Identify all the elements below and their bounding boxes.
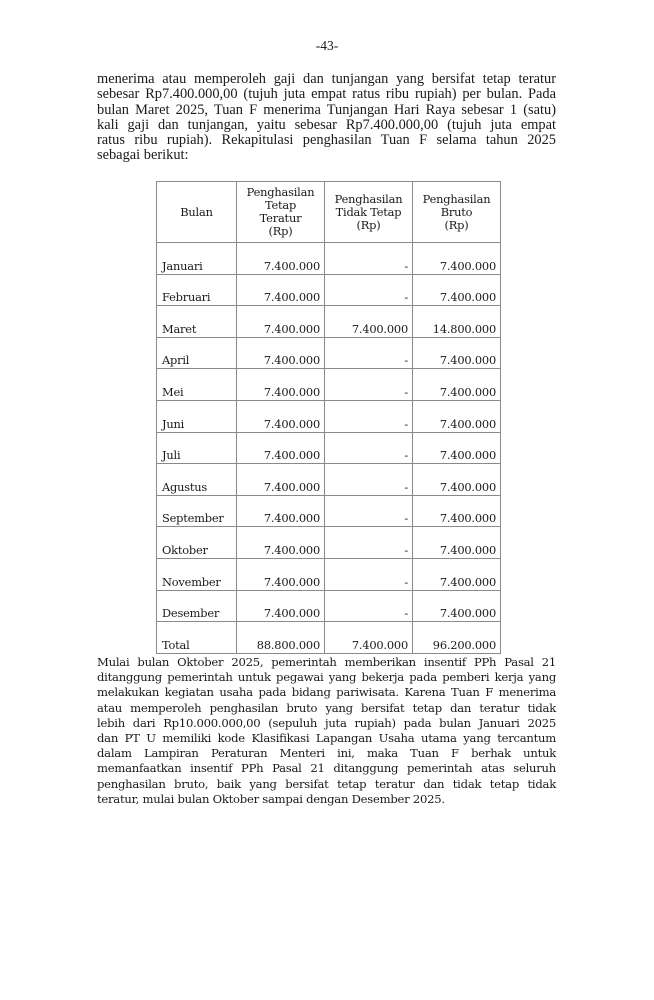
paragraph-line: ratus ribu rupiah). Rekapitulasi penghasilan Tuan F selama tahun 2025 xyxy=(97,132,556,149)
paragraph-line: dan PT U memiliki kode Klasifikasi Lapangan Usaha utama yang tercantum xyxy=(97,731,556,746)
cell-fixed-income: 7.400.000 xyxy=(237,590,325,622)
intro-paragraph xyxy=(97,72,556,164)
cell-variable-income: - xyxy=(325,558,413,590)
cell-variable-income: - xyxy=(325,432,413,464)
paragraph-line: melakukan kegiatan usaha pada bidang pariwisata. Karena Tuan F menerima xyxy=(97,685,556,700)
cell-month: Agustus xyxy=(157,464,237,496)
cell-gross-income: 96.200.000 xyxy=(413,622,501,654)
cell-gross-income: 7.400.000 xyxy=(413,432,501,464)
cell-variable-income: - xyxy=(325,274,413,306)
cell-month: Total xyxy=(157,622,237,654)
cell-variable-income: - xyxy=(325,243,413,275)
header-text: Tetap xyxy=(264,198,297,212)
header-variable-income xyxy=(325,182,413,243)
cell-month: April xyxy=(157,337,237,369)
cell-gross-income: 7.400.000 xyxy=(413,274,501,306)
cell-variable-income: - xyxy=(325,400,413,432)
paragraph-line: teratur, mulai bulan Oktober sampai dengan Desember 2025. xyxy=(97,791,445,806)
table-row xyxy=(157,464,501,496)
paragraph-line: sebagai berikut: xyxy=(97,147,189,164)
cell-variable-income: - xyxy=(325,369,413,401)
cell-month: Oktober xyxy=(157,527,237,559)
paragraph-line: lebih dari Rp10.000.000,00 (sepuluh juta rupiah) pada bulan Januari 2025 xyxy=(97,715,556,730)
cell-variable-income: - xyxy=(325,495,413,527)
header-text: Teratur xyxy=(259,211,302,225)
cell-gross-income: 14.800.000 xyxy=(413,306,501,338)
cell-month: Desember xyxy=(157,590,237,622)
cell-gross-income: 7.400.000 xyxy=(413,369,501,401)
header-text: Tidak Tetap xyxy=(335,204,402,219)
header-text: (Rp) xyxy=(356,217,381,232)
paragraph-line: Mulai bulan Oktober 2025, pemerintah memberikan insentif PPh Pasal 21 xyxy=(97,655,556,669)
cell-month: Januari xyxy=(157,243,237,275)
table-body xyxy=(157,243,501,654)
cell-gross-income: 7.400.000 xyxy=(413,243,501,275)
cell-month: Februari xyxy=(157,274,237,306)
cell-fixed-income: 7.400.000 xyxy=(237,243,325,275)
paragraph-line: penghasilan bruto, baik yang bersifat tetap teratur dan tidak tetap tidak xyxy=(97,776,556,791)
table-row xyxy=(157,527,501,559)
cell-gross-income: 7.400.000 xyxy=(413,590,501,622)
cell-gross-income: 7.400.000 xyxy=(413,558,501,590)
header-text: Penghasilan xyxy=(334,191,403,206)
cell-month: November xyxy=(157,558,237,590)
page-number: -43- xyxy=(315,38,339,53)
table-row xyxy=(157,558,501,590)
cell-month: Maret xyxy=(157,306,237,338)
cell-gross-income: 7.400.000 xyxy=(413,464,501,496)
header-month: Bulan xyxy=(157,182,237,243)
table-row xyxy=(157,400,501,432)
cell-variable-income: - xyxy=(325,527,413,559)
cell-fixed-income: 7.400.000 xyxy=(237,306,325,338)
cell-fixed-income: 7.400.000 xyxy=(237,337,325,369)
cell-fixed-income: 7.400.000 xyxy=(237,527,325,559)
paragraph-line: atau memperoleh penghasilan bruto yang bersifat tetap dan teratur tidak xyxy=(97,700,556,715)
cell-month: September xyxy=(157,495,237,527)
cell-fixed-income: 7.400.000 xyxy=(237,400,325,432)
cell-variable-income: 7.400.000 xyxy=(325,306,413,338)
table-row xyxy=(157,337,501,369)
cell-gross-income: 7.400.000 xyxy=(413,495,501,527)
table-row xyxy=(157,495,501,527)
table-row xyxy=(157,306,501,338)
header-text: Bruto xyxy=(440,204,473,219)
paragraph-line: menerima atau memperoleh gaji dan tunjangan yang bersifat tetap teratur xyxy=(97,71,556,87)
paragraph-line: memanfaatkan insentif PPh Pasal 21 ditanggung pemerintah atas seluruh xyxy=(97,761,556,776)
table-row xyxy=(157,432,501,464)
header-text: Penghasilan xyxy=(422,191,491,206)
cell-fixed-income: 7.400.000 xyxy=(237,558,325,590)
paragraph-line: bulan Maret 2025, Tuan F menerima Tunjangan Hari Raya sebesar 1 (satu) xyxy=(97,101,556,118)
income-recap-table xyxy=(156,181,501,654)
cell-fixed-income: 7.400.000 xyxy=(237,495,325,527)
incentive-paragraph xyxy=(97,655,556,807)
cell-gross-income: 7.400.000 xyxy=(413,400,501,432)
cell-month: Mei xyxy=(157,369,237,401)
paragraph-line: dalam Lampiran Peraturan Menteri ini, maka Tuan F berhak untuk xyxy=(97,746,556,761)
table-header-row xyxy=(157,182,501,243)
header-text: (Rp) xyxy=(444,217,469,232)
cell-gross-income: 7.400.000 xyxy=(413,337,501,369)
cell-variable-income: - xyxy=(325,337,413,369)
paragraph-line: ditanggung pemerintah untuk pegawai yang bekerja pada pemberi kerja yang xyxy=(97,670,556,685)
cell-month: Juli xyxy=(157,432,237,464)
paragraph-line: kali gaji dan tunjangan, yaitu sebesar Rp7.400.000,00 (tujuh juta empat xyxy=(97,116,556,133)
table-row xyxy=(157,590,501,622)
cell-variable-income: - xyxy=(325,464,413,496)
cell-fixed-income: 7.400.000 xyxy=(237,369,325,401)
header-text: Penghasilan xyxy=(246,185,315,199)
table-row xyxy=(157,369,501,401)
cell-variable-income: - xyxy=(325,590,413,622)
table-row xyxy=(157,243,501,275)
table-total-row xyxy=(157,622,501,654)
paragraph-line: sebesar Rp7.400.000,00 (tujuh juta empat ratus ribu rupiah) per bulan. Pada xyxy=(97,86,556,103)
cell-fixed-income: 88.800.000 xyxy=(237,622,325,654)
header-fixed-income xyxy=(237,182,325,243)
cell-fixed-income: 7.400.000 xyxy=(237,274,325,306)
cell-fixed-income: 7.400.000 xyxy=(237,464,325,496)
header-text: (Rp) xyxy=(268,224,293,238)
cell-month: Juni xyxy=(157,400,237,432)
cell-variable-income: 7.400.000 xyxy=(325,622,413,654)
header-gross-income xyxy=(413,182,501,243)
cell-gross-income: 7.400.000 xyxy=(413,527,501,559)
table-row xyxy=(157,274,501,306)
cell-fixed-income: 7.400.000 xyxy=(237,432,325,464)
